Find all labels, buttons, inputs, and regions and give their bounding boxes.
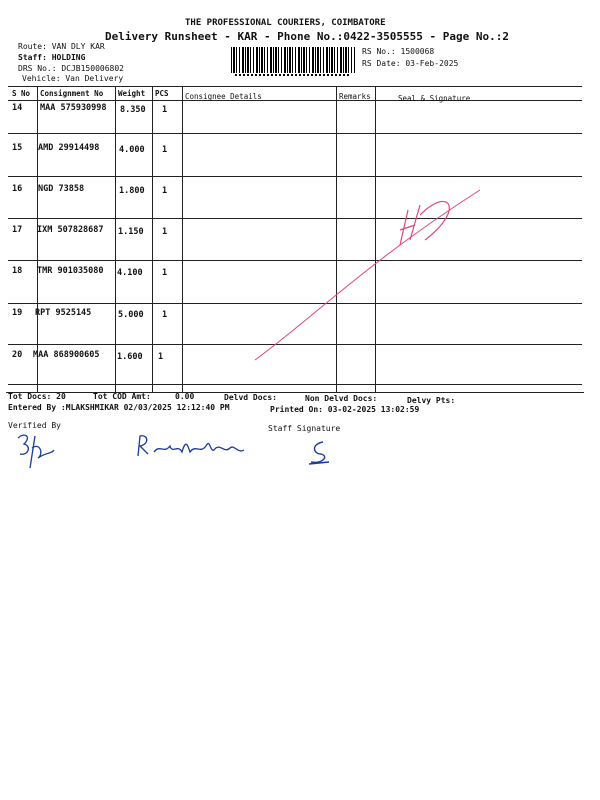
drs-number: DRS No.: DCJB150006802 xyxy=(18,64,124,73)
row-15-sno: 15 xyxy=(12,143,23,153)
row-18-weight: 4.100 xyxy=(117,268,143,278)
non-delivered-docs: Non Delvd Docs: xyxy=(305,394,378,403)
handwritten-signature xyxy=(134,432,254,462)
verifier-signature xyxy=(10,428,60,473)
row-17-pcs: 1 xyxy=(162,227,168,237)
row-16-pcs: 1 xyxy=(162,186,168,196)
row-16-sno: 16 xyxy=(12,184,23,194)
row-20-pcs: 1 xyxy=(158,352,164,362)
route-label: Route: VAN DLY KAR xyxy=(18,42,105,51)
row-17-consignment: IXM 507828687 xyxy=(37,225,104,235)
col-header-consignee: Consignee Details xyxy=(185,92,262,101)
printed-on: Printed On: 03-02-2025 13:02:59 xyxy=(270,405,420,414)
row-19-weight: 5.000 xyxy=(118,310,144,320)
col-header-sno: S No xyxy=(12,89,31,98)
row-15-weight: 4.000 xyxy=(119,145,145,155)
total-cod-label: Tot COD Amt: xyxy=(93,392,151,401)
row-18-pcs: 1 xyxy=(162,268,168,278)
row-19-sno: 19 xyxy=(12,308,23,318)
col-header-weight: Weight xyxy=(118,89,146,98)
staff-signature xyxy=(305,438,335,468)
runsheet-title: Delivery Runsheet - KAR - Phone No.:0422-3505555 - Page No.:2 xyxy=(105,30,509,43)
row-16-consignment: NGD 73858 xyxy=(38,184,85,194)
row-18-sno: 18 xyxy=(12,266,23,276)
rs-number: RS No.: 1500068 xyxy=(362,47,435,56)
row-19-consignment: RPT 9525145 xyxy=(35,308,92,318)
row-17-sno: 17 xyxy=(12,225,23,235)
delivered-docs: Delvd Docs: xyxy=(224,393,277,402)
entered-by: Entered By :MLAKSHMIKAR 02/03/2025 12:12:40 PM xyxy=(8,403,230,412)
row-17-weight: 1.150 xyxy=(118,227,144,237)
row-14-consignment: MAA 575930998 xyxy=(40,103,107,113)
verified-by-label: Verified By xyxy=(8,421,61,430)
barcode-digits xyxy=(235,74,351,76)
total-cod-value: 0.00 xyxy=(175,392,195,401)
company-name: THE PROFESSIONAL COURIERS, COIMBATORE xyxy=(185,18,386,28)
row-14-sno: 14 xyxy=(12,103,23,113)
staff-signature-label: Staff Signature xyxy=(268,424,341,433)
row-15-pcs: 1 xyxy=(162,145,168,155)
delivery-points: Delvy Pts: xyxy=(407,396,456,405)
col-header-seal-signature: Seal & Signature xyxy=(398,94,471,103)
total-docs: Tot Docs: 20 xyxy=(8,392,66,401)
row-15-consignment: AMD 29914498 xyxy=(38,143,100,153)
barcode xyxy=(231,47,355,73)
vehicle-label: Vehicle: Van Delivery xyxy=(22,74,124,83)
row-14-pcs: 1 xyxy=(162,105,168,115)
row-20-sno: 20 xyxy=(12,350,23,360)
rs-date: RS Date: 03-Feb-2025 xyxy=(362,59,459,68)
staff-label: Staff: HOLDING xyxy=(18,53,86,62)
col-header-consignment: Consignment No xyxy=(40,89,104,98)
row-14-weight: 8.350 xyxy=(120,105,146,115)
row-20-weight: 1.600 xyxy=(117,352,143,362)
row-19-pcs: 1 xyxy=(162,310,168,320)
row-20-consignment: MAA 868900605 xyxy=(33,350,100,360)
col-header-remarks: Remarks xyxy=(339,92,371,101)
col-header-pcs: PCS xyxy=(155,89,169,98)
row-16-weight: 1.800 xyxy=(119,186,145,196)
row-18-consignment: TMR 901035080 xyxy=(37,266,104,276)
handwritten-stamp xyxy=(250,170,490,370)
